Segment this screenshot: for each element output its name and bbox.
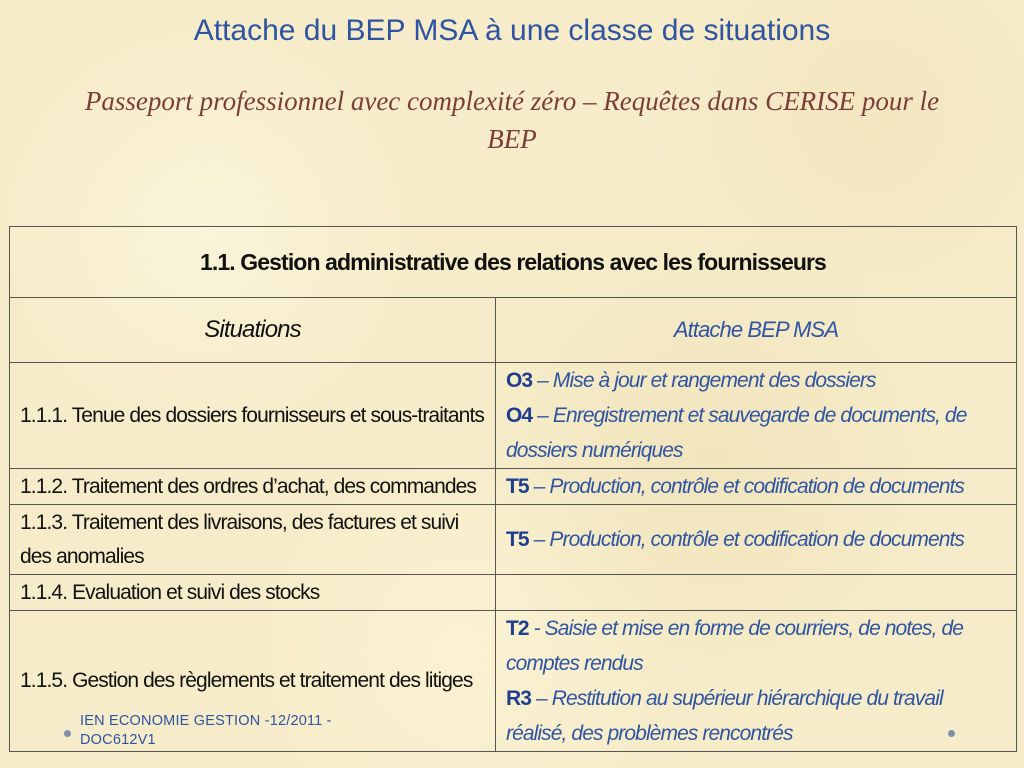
- footer-line: DOC612V1: [80, 732, 156, 748]
- activity-text: – Production, contrôle et codification de documents: [528, 528, 965, 551]
- table-header: 1.1. Gestion administrative des relations avec les fournisseurs: [10, 227, 1017, 298]
- situation-cell: 1.1.1. Tenue des dossiers fournisseurs et sous-traitants: [10, 363, 496, 469]
- activity-code: O4: [506, 404, 533, 427]
- attache-cell: [496, 611, 1017, 752]
- table-row: [10, 505, 1017, 575]
- attache-item: [506, 681, 1006, 751]
- bullet-dot-icon: [64, 730, 71, 737]
- table-row: [10, 575, 1017, 611]
- situation-cell: 1.1.4. Evaluation et suivi des stocks: [10, 575, 496, 611]
- attache-item: [506, 363, 1006, 398]
- attache-item: [506, 398, 1006, 468]
- table-row: [10, 363, 1017, 469]
- attache-cell: [496, 575, 1017, 611]
- activity-code: T5: [506, 528, 529, 551]
- situation-cell: 1.1.3. Traitement des livraisons, des factures et suivi des anomalies: [10, 505, 496, 575]
- activity-code: T2: [506, 617, 529, 640]
- attache-item: [506, 522, 1006, 557]
- table-row: [10, 469, 1017, 505]
- activity-text: – Restitution au supérieur hiérarchique du travail réalisé, des problèmes rencontrés: [506, 687, 943, 745]
- footer-line: IEN ECONOMIE GESTION -12/2011 -: [80, 713, 332, 729]
- bullet-dot-icon: [948, 730, 955, 737]
- situation-cell: 1.1.2. Traitement des ordres d’achat, des commandes: [10, 469, 496, 505]
- slide-subtitle: Passeport professionnel avec complexité zéro – Requêtes dans CERISE pour le BEP: [84, 86, 940, 154]
- activity-text: – Mise à jour et rangement des dossiers: [532, 369, 876, 392]
- situations-table: [9, 226, 1017, 752]
- attache-cell: [496, 505, 1017, 575]
- situation-cell: 1.1.5. Gestion des règlements et traitement des litiges: [10, 611, 496, 752]
- slide-title: Attache du BEP MSA à une classe de situations: [193, 14, 831, 47]
- column-header-situations: Situations: [10, 298, 496, 363]
- activity-text: - Saisie et mise en forme de courriers, de notes, de comptes rendus: [506, 617, 964, 675]
- attache-item: [506, 611, 1006, 681]
- activity-code: O3: [506, 369, 533, 392]
- activity-code: T5: [506, 475, 529, 498]
- activity-text: – Production, contrôle et codification de documents: [528, 475, 965, 498]
- attache-item: [506, 469, 1006, 504]
- attache-cell: [496, 469, 1017, 505]
- attache-cell: [496, 363, 1017, 469]
- activity-text: – Enregistrement et sauvegarde de documents, de dossiers numériques: [506, 404, 967, 462]
- column-header-attache: Attache BEP MSA: [496, 298, 1017, 363]
- footer-text: [80, 712, 332, 750]
- activity-code: R3: [506, 687, 532, 710]
